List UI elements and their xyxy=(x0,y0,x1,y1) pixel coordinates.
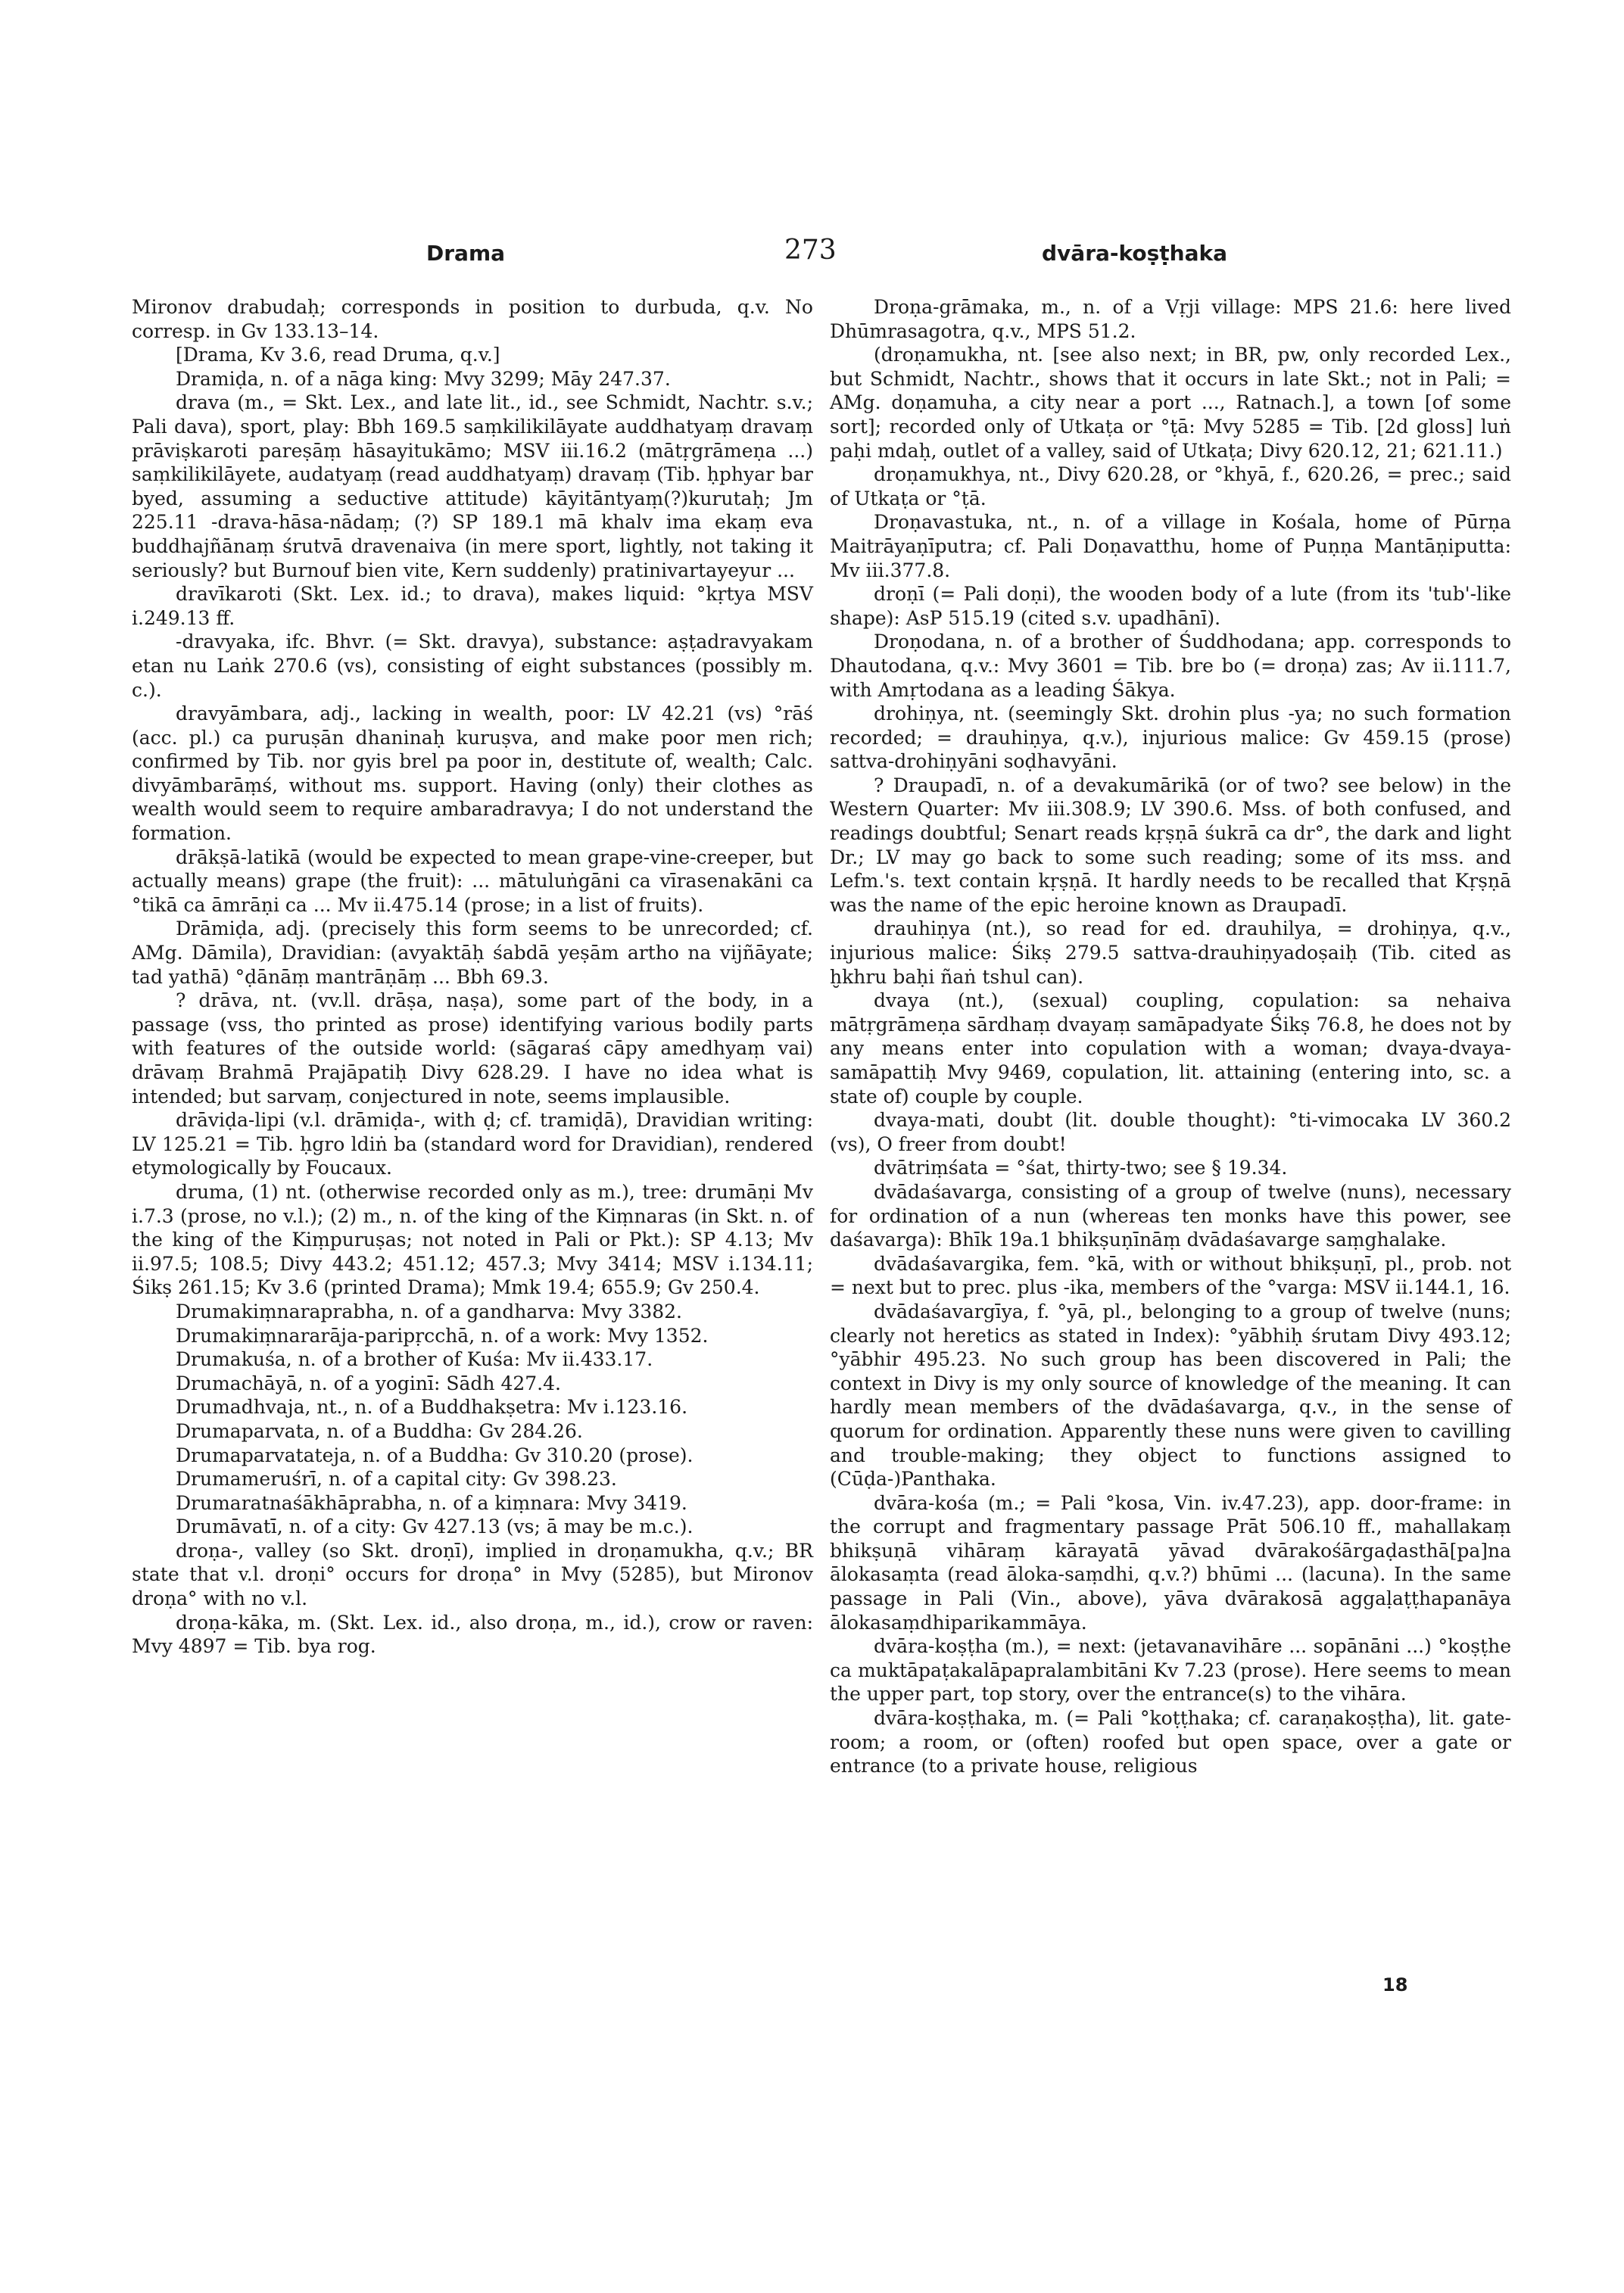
dictionary-entry: Dramiḍa, n. of a nāga king: Mvy 3299; Māy 247.37. xyxy=(176,367,671,390)
dictionary-entry: dvātriṃśata = °śat, thirty-two; see § 19.34. xyxy=(874,1157,1288,1179)
dictionary-entry: Drumāvatī, n. of a city: Gv 427.13 (vs; ā may be m.c.). xyxy=(176,1516,694,1538)
dictionary-entry: dvaya (nt.), (sexual) coupling, copulation: sa nehaiva mātṛgrāmeṇa sārdhaṃ dvayaṃ samāpadyate Śikṣ 76.8, he does not by any means enter into copulation with a woman; dvaya-dvaya-samāpattiḥ Mvy 9469, copulation, lit. attaining (entering into, sc. a state of) couple by couple. xyxy=(830,989,1511,1108)
running-head-left: Drama xyxy=(426,241,506,266)
dictionary-entry: dravyāmbara, adj., lacking in wealth, poor: LV 42.21 (vs) °rāś (acc. pl.) ca puruṣān dhaninaḥ kuruṣva, and make poor men rich; confirmed by Tib. nor gyis brel pa poor in, destitute of, wealth; Calc. divyāmbarāṃś, without ms. support. Having (only) their clothes as wealth would seem to require ambaradravya; I do not understand the formation. xyxy=(132,703,813,845)
signature-mark: 18 xyxy=(1382,1974,1408,1995)
dictionary-entry: drāviḍa-lipi (v.l. drāmiḍa-, with ḍ; cf. tramiḍā), Dravidian writing: LV 125.21 = Tib. ḥgro ldiṅ ba (standard word for Dravidian), rendered etymologically by Foucaux. xyxy=(132,1109,813,1179)
dictionary-entry: (droṇamukha, nt. [see also next; in BR, pw, only recorded Lex., but Schmidt, Nachtr., shows that it occurs in late Skt.; not in Pali; = AMg. doṇamuha, a city near a port ..., Ratnach.], a town [of some sort]; recorded only of Utkaṭa or °ṭā: Mvy 5285 = Tib. [2d gloss] luṅ paḥi mdaḥ, outlet of a valley, said of Utkaṭa; Divy 620.12, 21; 621.11.) xyxy=(830,344,1511,462)
dictionary-entry: dvāra-koṣṭha (m.), = next: (jetavanavihāre ... sopānāni ...) °koṣṭhe ca muktāpaṭakalāpapralambitāni Kv 7.23 (prose). Here seems to mean the upper part, top story, over the entrance(s) to the vihāra. xyxy=(830,1635,1511,1706)
dictionary-entry: droṇamukhya, nt., Divy 620.28, or °khyā, f., 620.26, = prec.; said of Utkaṭa or °ṭā. xyxy=(830,463,1511,509)
dictionary-entry: drohiṇya, nt. (seemingly Skt. drohin plus -ya; no such formation recorded; = drauhiṇya, q.v.), injurious malice: Gv 459.15 (prose) sattva-drohiṇyāni soḍhavyāni. xyxy=(830,703,1511,773)
dictionary-entry: dvādaśavargīya, f. °yā, pl., belonging to a group of twelve (nuns; clearly not heretics as stated in Index): °yābhiḥ śrutam Divy 493.12; °yābhir 495.23. No such group has been discovered in Pali; the context in Divy is my only source of knowledge of the meaning. It can hardly mean members of the dvādaśavarga, q.v., in the sense of quorum for ordination. Apparently these nuns were given to cavilling and trouble-making; they object to functions assigned to (Cūḍa-)Panthaka. xyxy=(830,1300,1511,1491)
dictionary-entry: dvāra-koṣṭhaka, m. (= Pali °koṭṭhaka; cf. caraṇakoṣṭha), lit. gate-room; a room, or (often) roofed but open space, over a gate or entrance (to a private house, religious xyxy=(830,1707,1511,1777)
left-column xyxy=(132,295,813,1659)
dictionary-entry: Drumaratnaśākhāprabha, n. of a kiṃnara: Mvy 3419. xyxy=(176,1491,687,1514)
dictionary-entry: Drumaparvatateja, n. of a Buddha: Gv 310.20 (prose). xyxy=(176,1444,694,1466)
dictionary-entry: droṇī (= Pali doṇi), the wooden body of a lute (from its 'tub'-like shape): AsP 515.19 (cited s.v. upadhānī). xyxy=(830,583,1511,629)
dictionary-entry: drava (m., = Skt. Lex., and late lit., id., see Schmidt, Nachtr. s.v.; Pali dava), sport, play: Bbh 169.5 saṃkilikilāyate auddhatyaṃ dravaṃ prāviṣkaroti pareṣāṃ hāsayitukāmo; MSV iii.16.2 (mātṛgrāmeṇa ...) saṃkilikilāyete, audatyaṃ (read auddhatyaṃ) dravaṃ (Tib. ḥphyar bar byed, assuming a seductive attitude) kāyitāntyaṃ(?)kurutaḥ; Jm 225.11 -drava-hāsa-nādaṃ; (?) SP 189.1 mā khalv ima ekaṃ eva buddhajñānaṃ śrutvā dravenaiva (in mere sport, lightly, not taking it seriously? but Burnouf bien vite, Kern suddenly) pratinivartayeyur ... xyxy=(132,391,813,581)
dictionary-entry: Drumakiṃnaraprabha, n. of a gandharva: Mvy 3382. xyxy=(176,1300,683,1323)
dictionary-entry: Drumachāyā, n. of a yoginī: Sādh 427.4. xyxy=(176,1372,561,1394)
right-column xyxy=(830,295,1511,1778)
dictionary-entry: ? drāva, nt. (vv.ll. drāṣa, naṣa), some part of the body, in a passage (vss, tho printed as prose) identifying various bodily parts with features of the outside world: (sāgaraś cāpy amedhyaṃ vai) drāvaṃ Brahmā Prajāpatiḥ Divy 628.29. I have no idea what is intended; but sarvaṃ, conjectured in note, seems implausible. xyxy=(132,989,813,1108)
dictionary-entry: dvādaśavarga, consisting of a group of twelve (nuns), necessary for ordination of a nun (whereas ten monks have this power, see daśavarga): Bhīk 19a.1 bhikṣuṇīnāṃ dvādaśavarge saṃghalake. xyxy=(830,1180,1511,1251)
dictionary-entry: dravīkaroti (Skt. Lex. id.; to drava), makes liquid: °kṛtya MSV i.249.13 ff. xyxy=(132,583,813,629)
dictionary-entry: Drumameruśrī, n. of a capital city: Gv 398.23. xyxy=(176,1468,617,1491)
dictionary-entry: drauhiṇya (nt.), so read for ed. drauhilya, = drohiṇya, q.v., injurious malice: Śikṣ 279.5 sattva-drauhiṇyadoṣaiḥ (Tib. cited as ḫkhru baḥi ñaṅ tshul can). xyxy=(830,918,1511,988)
dictionary-entry: drākṣā-latikā (would be expected to mean grape-vine-creeper, but actually means) grape (the fruit): ... mātuluṅgāni ca vīrasenakāni ca °tikā ca āmrāṇi ca ... Mv ii.475.14 (prose; in a list of fruits). xyxy=(132,846,813,916)
dictionary-entry: Droṇa-grāmaka, m., n. of a Vṛji village: MPS 21.6: here lived Dhūmrasagotra, q.v., MPS 51.2. xyxy=(830,296,1511,342)
page-number: 273 xyxy=(784,235,837,266)
dictionary-entry: -dravyaka, ifc. Bhvr. (= Skt. dravya), substance: aṣṭadravyakam etan nu Laṅk 270.6 (vs), consisting of eight substances (possibly m. c.). xyxy=(132,631,813,701)
dictionary-entry: druma, (1) nt. (otherwise recorded only as m.), tree: drumāṇi Mv i.7.3 (prose, no v.l.); (2) m., n. of the king of the Kiṃnaras (in Skt. n. of the king of the Kiṃpuruṣas; not noted in Pali or Pkt.): SP 4.13; Mv ii.97.5; 108.5; Divy 443.2; 451.12; 457.3; Mvy 3414; MSV i.134.11; Śikṣ 261.15; Kv 3.6 (printed Drama); Mmk 19.4; 655.9; Gv 250.4. xyxy=(132,1180,813,1299)
dictionary-entry: Drāmiḍa, adj. (precisely this form seems to be unrecorded; cf. AMg. Dāmila), Dravidian: (avyaktāḥ śabdā yeṣām artho na vijñāyate; tad yathā) °ḍānāṃ mantrāṇāṃ ... Bbh 69.3. xyxy=(132,918,813,988)
dictionary-entry: Drumakiṃnararāja-paripṛcchā, n. of a work: Mvy 1352. xyxy=(176,1324,709,1347)
dictionary-entry: Droṇodana, n. of a brother of Śuddhodana; app. corresponds to Dhautodana, q.v.: Mvy 3601 = Tib. bre bo (= droṇa) zas; Av ii.111.7, with Amṛtodana as a leading Śākya. xyxy=(830,631,1511,701)
dictionary-entry: Drumadhvaja, nt., n. of a Buddhakṣetra: Mv i.123.16. xyxy=(176,1396,688,1419)
dictionary-entry: Drumakuśa, n. of a brother of Kuśa: Mv ii.433.17. xyxy=(176,1348,653,1371)
dictionary-entry: Drumaparvata, n. of a Buddha: Gv 284.26. xyxy=(176,1419,583,1442)
dictionary-entry: dvaya-mati, doubt (lit. double thought): °ti-vimocaka LV 360.2 (vs), O freer from doubt! xyxy=(830,1109,1511,1155)
running-head-right: dvāra-koṣṭhaka xyxy=(1042,241,1228,266)
dictionary-entry: ? Draupadī, n. of a devakumārikā (or of two? see below) in the Western Quarter: Mv iii.308.9; LV 390.6. Mss. of both confused, and readings doubtful; Senart reads kṛṣṇā śukrā ca dr°, the dark and light Dr.; LV may go back to some such reading; some of its mss. and Lefm.'s. text contain kṛṣṇā. It hardly needs to be recalled that Kṛṣṇā was the name of the epic heroine known as Draupadī. xyxy=(830,774,1511,916)
dictionary-entry: dvāra-kośa (m.; = Pali °kosa, Vin. iv.47.23), app. door-frame: in the corrupt and fragmentary passage Prāt 506.10 ff., mahallakaṃ bhikṣuṇā vihāraṃ kārayatā yāvad dvārakośārgaḍasthā[pa]na ālokasaṃta (read āloka-saṃdhi, q.v.?) bhūmi ... (lacuna). In the same passage in Pali (Vin., above), yāva dvārakosā aggaḷaṭṭhapanāya ālokasaṃdhiparikammāya. xyxy=(830,1491,1511,1634)
dictionary-entry: [Drama, Kv 3.6, read Druma, q.v.] xyxy=(176,344,500,366)
dictionary-entry: droṇa-kāka, m. (Skt. Lex. id., also droṇa, m., id.), crow or raven: Mvy 4897 = Tib. bya rog. xyxy=(132,1611,813,1658)
dictionary-entry: dvādaśavargika, fem. °kā, with or without bhikṣuṇī, pl., prob. not = next but to prec. plus -ika, members of the °varga: MSV ii.144.1, 16. xyxy=(830,1252,1511,1299)
dictionary-entry: Mironov drabudaḥ; corresponds in position to durbuda, q.v. No corresp. in Gv 133.13–14. xyxy=(132,296,813,342)
dictionary-entry: Droṇavastuka, nt., n. of a village in Kośala, home of Pūrṇa Maitrāyaṇīputra; cf. Pali Doṇavatthu, home of Puṇṇa Mantāṇiputta: Mv iii.377.8. xyxy=(830,511,1511,581)
dictionary-entry: droṇa-, valley (so Skt. droṇī), implied in droṇamukha, q.v.; BR state that v.l. droṇi° occurs for droṇa° in Mvy (5285), but Mironov droṇa° with no v.l. xyxy=(132,1539,813,1610)
